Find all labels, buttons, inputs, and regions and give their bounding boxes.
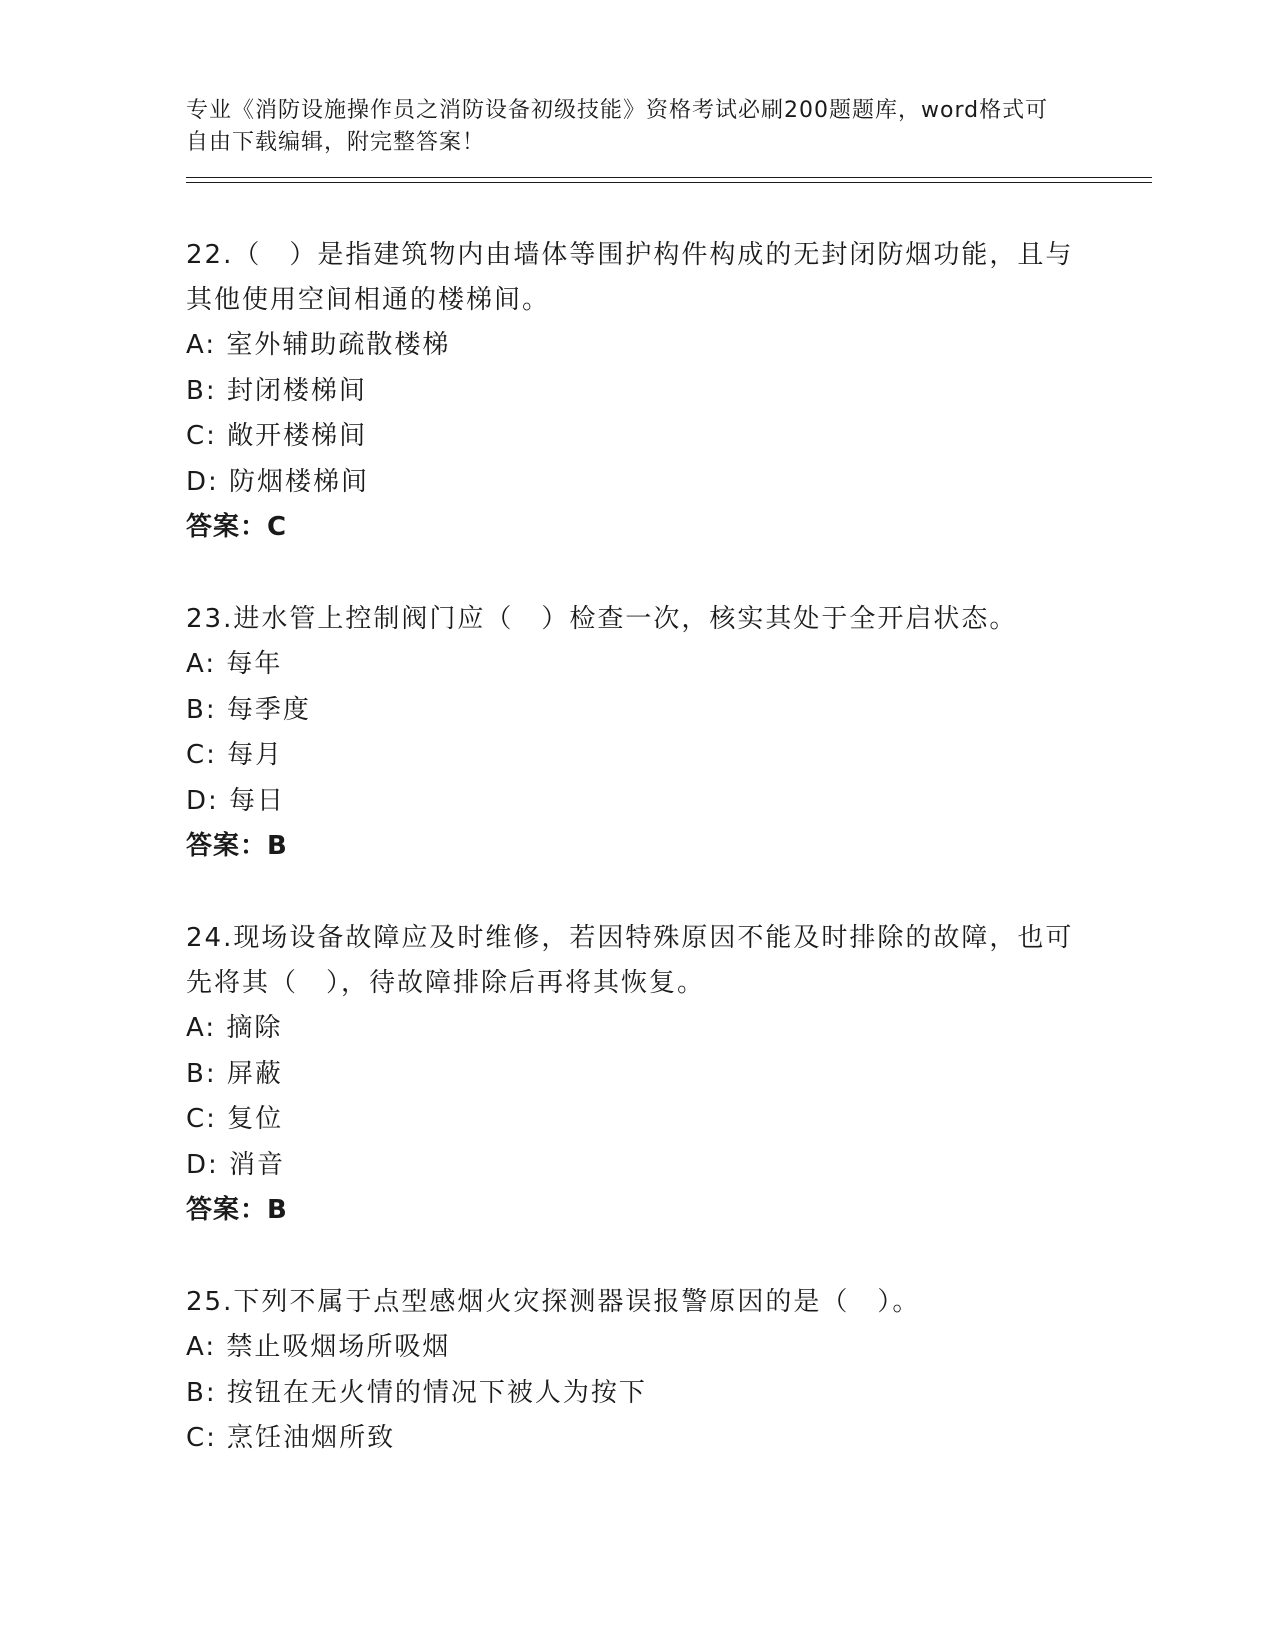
option-d: D: 每日 — [186, 785, 286, 816]
document-header: 专业《消防设施操作员之消防设备初级技能》资格考试必刷200题题库，word格式可自由下载编辑，附完整答案！ — [186, 98, 1049, 155]
option-b: B: 封闭楼梯间 — [186, 375, 367, 406]
option-a: A: 每年 — [186, 649, 283, 679]
question-23 — [186, 597, 1086, 870]
header-rule-bottom — [186, 182, 1152, 183]
option-c: C: 每月 — [186, 740, 284, 770]
option-b: B: 屏蔽 — [186, 1058, 283, 1089]
option-d: D: 防烟楼梯间 — [186, 466, 370, 497]
option-c: C: 敞开楼梯间 — [186, 421, 368, 451]
answer-line: 答案：B — [186, 831, 288, 861]
option-a: A: 室外辅助疏散楼梯 — [186, 330, 451, 360]
option-c: C: 烹饪油烟所致 — [186, 1423, 396, 1453]
option-b: B: 每季度 — [186, 694, 311, 725]
option-a: A: 摘除 — [186, 1013, 283, 1043]
question-24 — [186, 916, 1086, 1234]
question-22 — [186, 233, 1086, 551]
option-d: D: 消音 — [186, 1149, 286, 1180]
question-25 — [186, 1280, 1086, 1462]
question-stem: 23.进水管上控制阀门应（ ）检查一次，核实其处于全开启状态。 — [186, 604, 1018, 634]
question-stem: 25.下列不属于点型感烟火灾探测器误报警原因的是（ ）。 — [186, 1287, 921, 1317]
option-c: C: 复位 — [186, 1104, 284, 1134]
question-stem: 22.（ ）是指建筑物内由墙体等围护构件构成的无封闭防烟功能，且与其他使用空间相通的楼梯间。 — [186, 240, 1074, 315]
option-b: B: 按钮在无火情的情况下被人为按下 — [186, 1377, 647, 1408]
option-a: A: 禁止吸烟场所吸烟 — [186, 1332, 451, 1362]
question-stem: 24.现场设备故障应及时维修，若因特殊原因不能及时排除的故障，也可先将其（ ），待故障排除后再将其恢复。 — [186, 923, 1074, 998]
answer-line: 答案：B — [186, 1195, 288, 1225]
answer-line: 答案：C — [186, 512, 288, 542]
header-rule-top — [186, 177, 1152, 178]
